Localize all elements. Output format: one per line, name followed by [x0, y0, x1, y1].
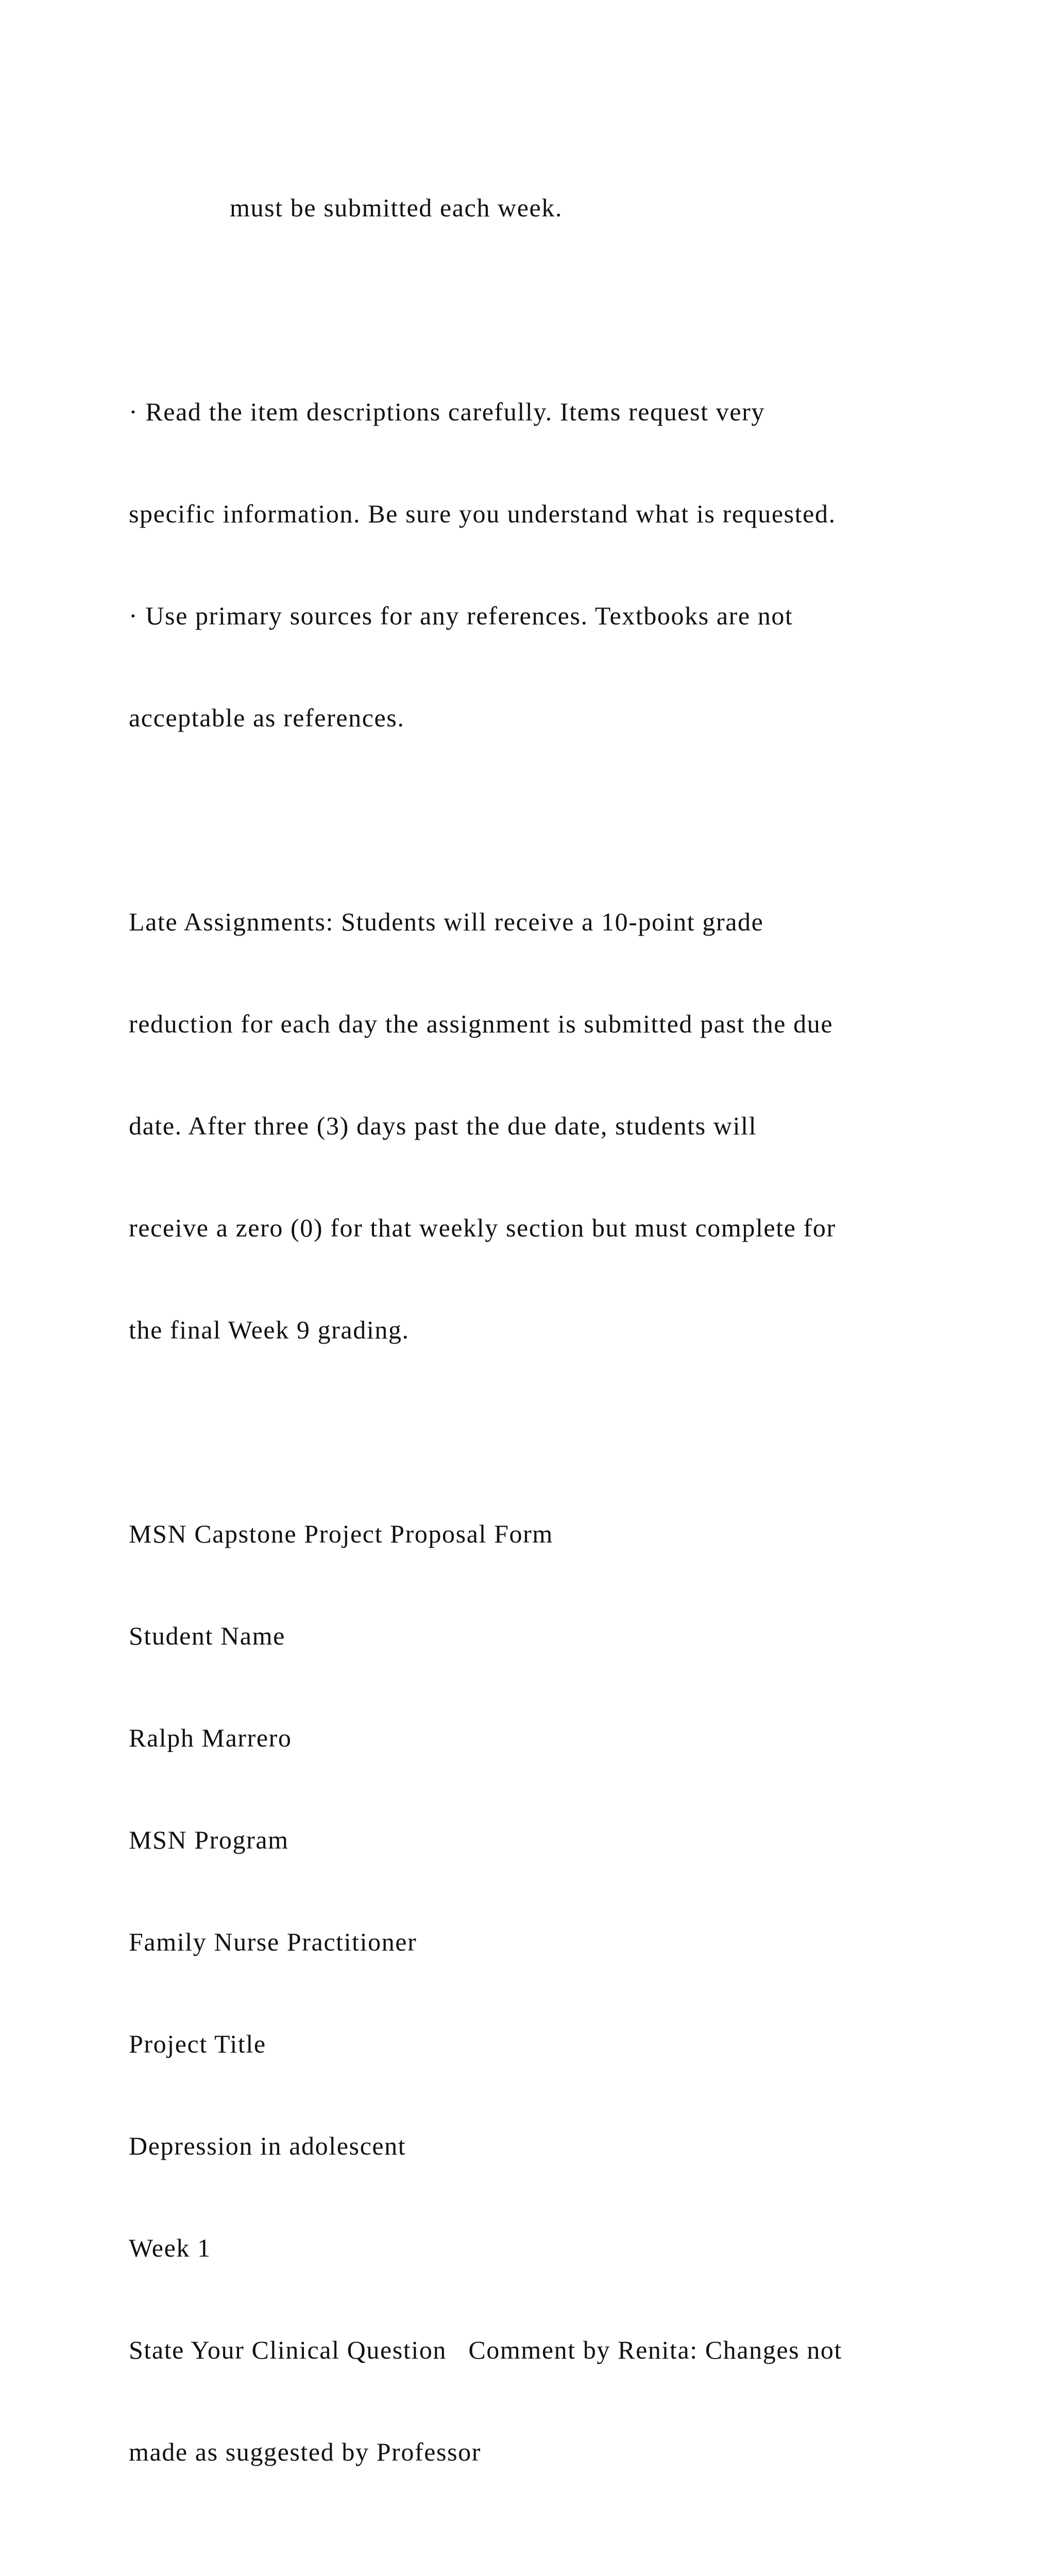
text-line: · Read the item descriptions carefully. Items request very: [129, 397, 765, 426]
field-value-program: Family Nurse Practitioner: [129, 1927, 417, 1956]
text-line: acceptable as references.: [129, 703, 405, 732]
text-line: reduction for each day the assignment is submitted past the due: [129, 1009, 833, 1038]
text-line: must be submitted each week.: [230, 193, 563, 222]
clinical-question-heading: State Your Clinical Question Comment by Renita: Changes not: [129, 2335, 843, 2364]
week-heading: Week 1: [129, 2233, 211, 2262]
text-line: Late Assignments: Students will receive a 10-point grade: [129, 907, 764, 936]
text-line: receive a zero (0) for that weekly section but must complete for: [129, 1213, 836, 1242]
field-value-student-name: Ralph Marrero: [129, 1723, 292, 1752]
text-line: · Use primary sources for any references. Textbooks are not: [129, 601, 793, 630]
blank-line: [129, 293, 984, 327]
blank-line: [129, 803, 984, 837]
field-label-student-name: Student Name: [129, 1621, 285, 1650]
text-line: date. After three (3) days past the due date, students will: [129, 1111, 757, 1140]
field-label-project-title: Project Title: [129, 2029, 266, 2058]
blank-line: [129, 1415, 984, 1449]
field-value-project-title: Depression in adolescent: [129, 2131, 406, 2160]
blank-line: [129, 2537, 984, 2571]
document-body: [129, 123, 984, 2576]
text-line: made as suggested by Professor: [129, 2437, 481, 2466]
field-label-program: MSN Program: [129, 1825, 289, 1854]
text-line: specific information. Be sure you understand what is requested.: [129, 499, 836, 528]
text-line: the final Week 9 grading.: [129, 1315, 410, 1344]
form-title: MSN Capstone Project Proposal Form: [129, 1519, 553, 1548]
